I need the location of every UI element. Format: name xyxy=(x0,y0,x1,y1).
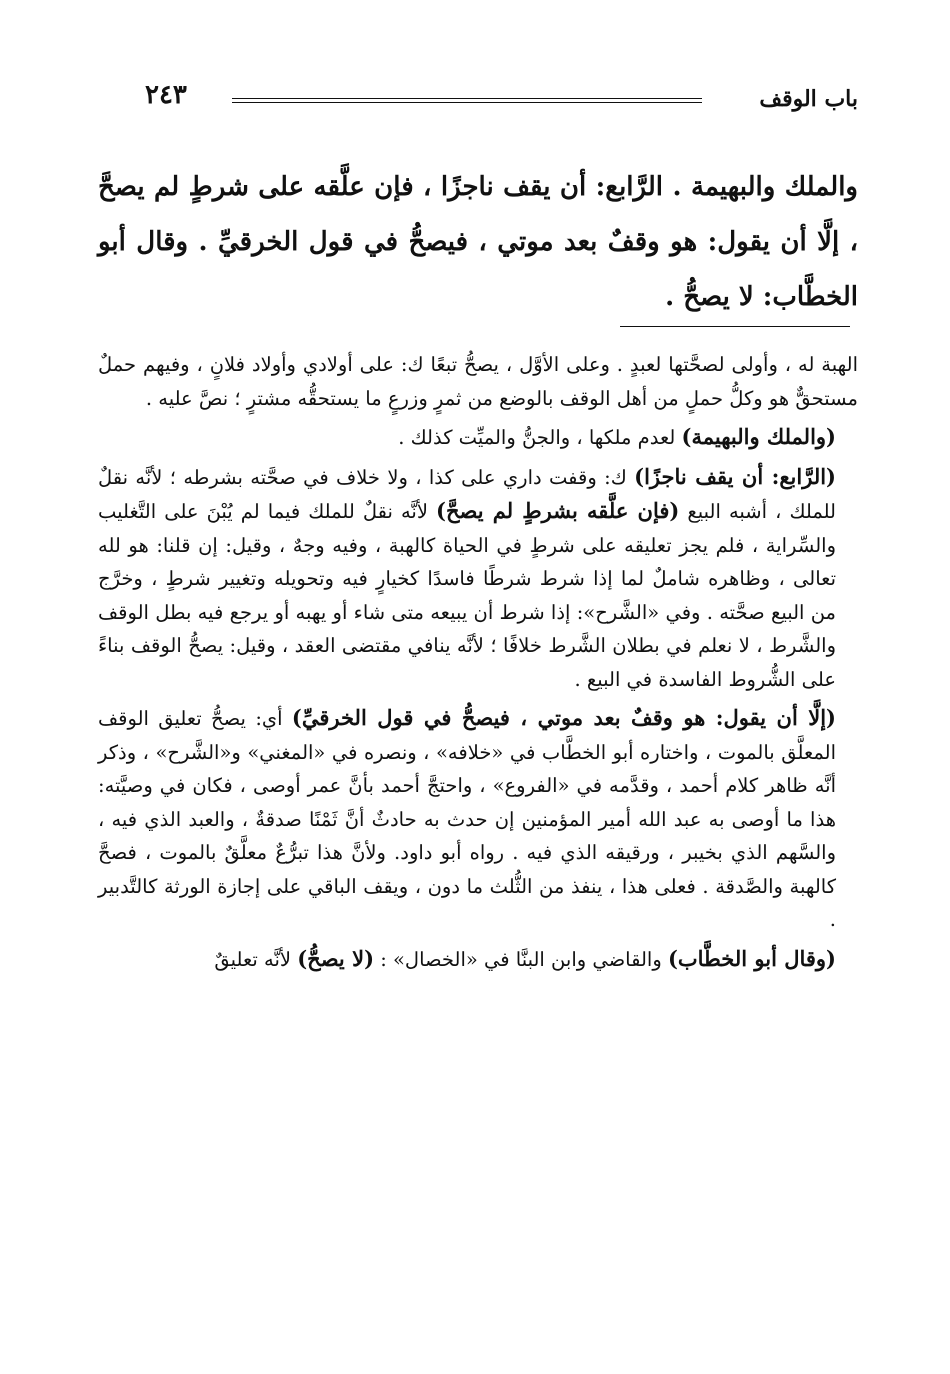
commentary xyxy=(98,348,858,981)
lemma: (فإن علَّقه بشرطٍ لم يصحَّ) xyxy=(436,498,680,523)
chapter-title: باب الوقف xyxy=(759,86,858,112)
commentary-paragraph: (وقال أبو الخطَّاب) والقاضي وابن البنَّا في «الخصال» : (لا يصحُّ) لأنَّه تعليقٌ xyxy=(214,945,836,971)
commentary-paragraph: (إلَّا أن يقول: هو وقفٌ بعد موتي ، فيصحُّ في قول الخرقيِّ) أي: يصحُّ تعليق الوقف المعلَّق بالموت ، واختاره أبو الخطَّاب في «خلافه» ، ونصره في «المغني» و«الشَّرح» ، وذكر أنَّه ظاهر كلام أحمد ، وقدَّمه في «الفروع» ، واحتجَّ أحمد بأنَّ عمر أوصى ، فكان في وصيَّته: هذا ما أوصى به عبد الله أمير المؤمنين إن حدث به حادثٌ أنَّ ثَمْنًا صدقةٌ ، والعبد الذي فيه ، والسَّهم الذي بخيبر ، ورقيقه الذي فيه . رواه أبو داود. ولأنَّ هذا تبرُّعٌ معلَّقٌ بالموت ، فصحَّ كالهبة والصَّدقة . فعلى هذا ، ينفذ من الثُّلث ما دون ، ويقف الباقي على إجازة الورثة كالتَّدبير . xyxy=(98,705,836,931)
page-number: ٢٤٣ xyxy=(145,80,187,110)
lemma: (وقال أبو الخطَّاب) xyxy=(667,945,836,971)
lemma: (والملك والبهيمة) xyxy=(681,424,836,449)
commentary-paragraph: الهبة له ، وأولى لصحَّتها لعبدٍ . وعلى الأوَّل ، يصحُّ تبعًا ك: على أولادي وأولاد فلانٍ ، وفيهم حملٌ مستحقٌّ هو وكلُّ حملٍ من أهل الوقف بالوضع من ثمرٍ وزرعٍ ما يستحقُّه مشترٍ ؛ نصَّ عليه . xyxy=(98,353,858,410)
commentary-paragraph: (والملك والبهيمة) لعدم ملكها ، والجنُّ والميِّت كذلك . xyxy=(398,424,836,449)
commentary-paragraph: (الرَّابع: أن يقف ناجزًا) ك: وقفت داري على كذا ، ولا خلاف في صحَّته بشرطه ؛ لأنَّه نقلٌ للملك ، أشبه البيع (فإن علَّقه بشرطٍ لم يصحَّ) لأنَّه نقلٌ للملك فيما لم يُبْنَ على التَّغليب والسِّراية ، فلم يجز تعليقه على شرطٍ في الحياة كالهبة ، وفيه وجهٌ ، وقيل: إن قلنا: هو لله تعالى ، وظاهره شاملٌ لما إذا شرط شرطًا فاسدًا كخيارٍ فيه وتحويله وتغيير شرطٍ ، وخرَّج من البيع صحَّته . وفي «الشَّرح»: إذا شرط أن يبيعه متى شاء أو يهبه أو يرجع فيه بطل الوقف والشَّرط ، لا نعلم في بطلان الشَّرط خلافًا ؛ لأنَّه ينافي مقتضى العقد ، وقيل: يصحُّ الوقف بناءً على الشُّروط الفاسدة في البيع . xyxy=(98,463,836,691)
main-text: والملك والبهيمة . الرَّابع: أن يقف ناجزًا ، فإن علَّقه على شرطٍ لم يصحَّ ، إلَّا أن يقول: هو وقفٌ بعد موتي ، فيصحُّ في قول الخرقيِّ . وقال أبو الخطَّاب: لا يصحُّ . xyxy=(98,172,858,312)
footnote-separator xyxy=(620,326,850,327)
lemma: (الرَّابع: أن يقف ناجزًا) xyxy=(634,463,836,489)
header-rule xyxy=(232,98,702,103)
lemma: (إلَّا أن يقول: هو وقفٌ بعد موتي ، فيصحُّ في قول الخرقيِّ) xyxy=(291,705,836,730)
lemma: (لا يصحُّ) xyxy=(297,945,375,971)
